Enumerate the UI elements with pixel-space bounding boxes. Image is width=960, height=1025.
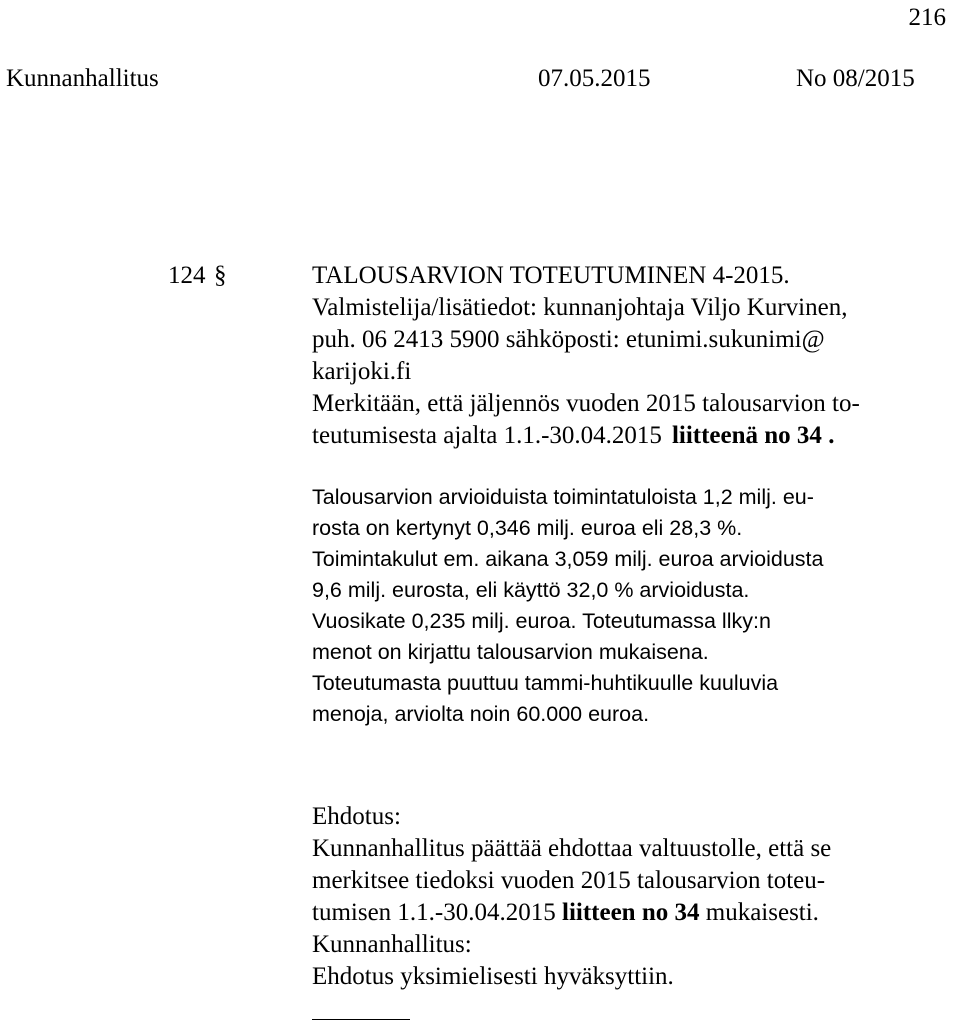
- contact-line: puh. 06 2413 5900 sähköposti: etunimi.sukunimi@: [312, 326, 825, 353]
- decision-text: Ehdotus yksimielisesti hyväksyttiin.: [312, 963, 674, 990]
- attachment-reference: liitteenä no 34: [671, 422, 822, 449]
- section-title-block: [312, 260, 860, 452]
- body-line: menoja, arviolta noin 60.000 euroa.: [312, 702, 650, 726]
- noting-period: teutumisesta ajalta 1.1.-30.04.2015: [312, 422, 662, 449]
- body-line: menot on kirjattu talousarvion mukaisena.: [312, 640, 709, 664]
- noting-line-end: [312, 420, 860, 452]
- section-number: 124: [168, 262, 206, 289]
- noting-line: Merkitään, että jäljennös vuoden 2015 talousarvion to-: [312, 390, 860, 417]
- body-line: Toteutumasta puuttuu tammi-huhtikuulle kuuluvia: [312, 671, 779, 695]
- proposal-line: merkitsee tiedoksi vuoden 2015 talousarvion toteu-: [312, 867, 826, 894]
- proposal-attachment-reference: liitteen no 34: [562, 899, 700, 926]
- contact-line-domain: karijoki.fi: [312, 358, 412, 385]
- header-organ: Kunnanhallitus: [6, 65, 159, 92]
- section-mark: §: [214, 262, 227, 289]
- attachment-period: .: [821, 422, 835, 449]
- section-title: TALOUSARVION TOTEUTUMINEN 4-2015.: [312, 262, 790, 289]
- page-number: 216: [908, 4, 946, 31]
- proposal-line: Kunnanhallitus päättää ehdottaa valtuustolle, että se: [312, 835, 832, 862]
- body-line: rosta on kertynyt 0,346 milj. euroa eli 28,3 %.: [312, 516, 743, 540]
- proposal-block: [312, 801, 831, 993]
- report-body: [312, 482, 824, 730]
- proposal-text: tumisen 1.1.-30.04.2015: [312, 899, 562, 926]
- header-minutes-number: No 08/2015: [796, 65, 915, 92]
- body-line: Toimintakulut em. aikana 3,059 milj. euroa arvioidusta: [312, 547, 824, 571]
- proposal-heading: Ehdotus:: [312, 803, 401, 830]
- decision-heading: Kunnanhallitus:: [312, 931, 472, 958]
- preparer-line: Valmistelija/lisätiedot: kunnanjohtaja Viljo Kurvinen,: [312, 294, 848, 321]
- proposal-line-end: [312, 897, 831, 929]
- proposal-text-end: mukaisesti.: [699, 899, 819, 926]
- header-date: 07.05.2015: [538, 65, 651, 92]
- end-rule: [312, 1019, 410, 1020]
- body-line: 9,6 milj. eurosta, eli käyttö 32,0 % arvioidusta.: [312, 578, 750, 602]
- body-line: Vuosikate 0,235 milj. euroa. Toteutumassa llky:n: [312, 609, 771, 633]
- body-line: Talousarvion arvioiduista toimintatuloista 1,2 milj. eu-: [312, 485, 814, 509]
